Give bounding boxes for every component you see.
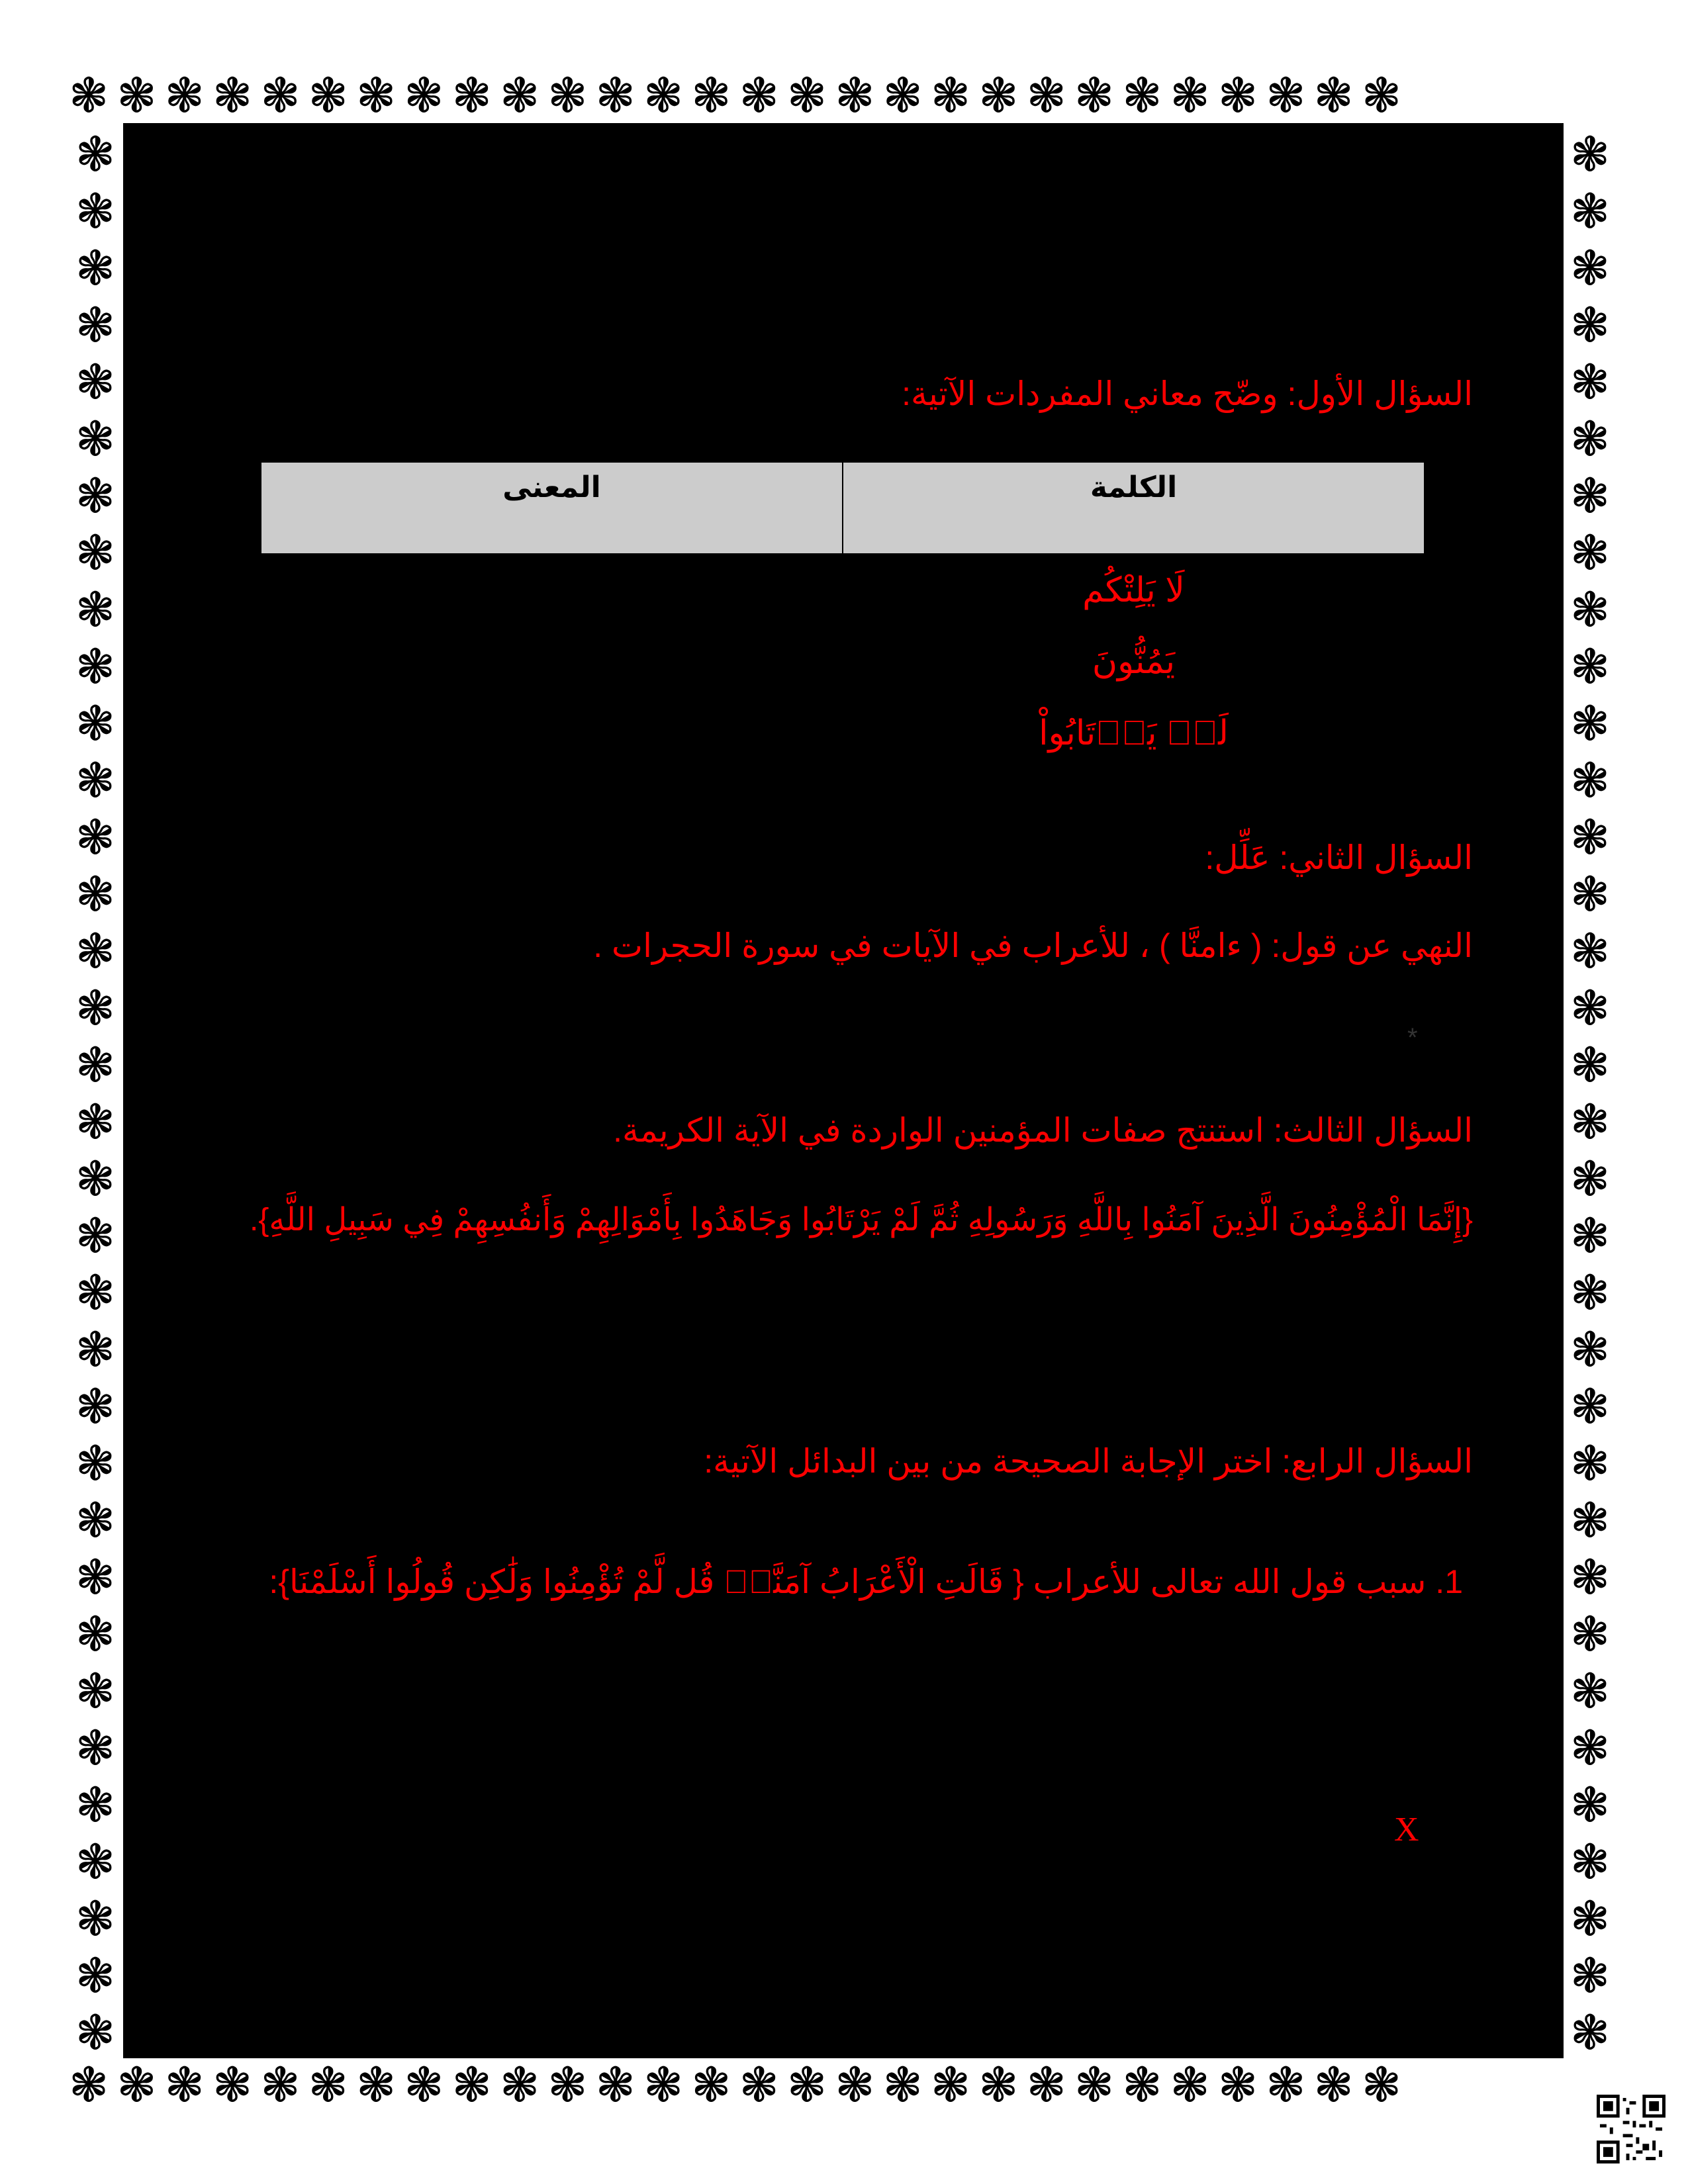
table-cell-word: يَمُنُّونَ bbox=[1092, 643, 1176, 681]
qr-code-icon bbox=[1597, 2095, 1665, 2163]
bottom-flower-border: ❃❃❃❃❃❃❃❃❃❃❃❃❃❃❃❃❃❃❃❃❃❃❃❃❃❃❃❃ bbox=[69, 2058, 1410, 2111]
question-2-text: النهي عن قول: ( ءامنَّا ) ، للأعراب في الآيات في سورة الحجرات . bbox=[593, 927, 1473, 964]
question-3-verse: {إِنَّمَا الْمُؤْمِنُونَ الَّذِينَ آمَنُوا بِاللَّهِ وَرَسُولِهِ ثُمَّ لَمْ يَرْتَابُوا وَجَاهَدُوا بِأَمْوَالِهِمْ وَأَنفُسِهِمْ فِي سَبِيلِ اللَّهِ}. bbox=[250, 1203, 1473, 1238]
table-row bbox=[261, 626, 1425, 698]
question-3-title: السؤال الثالث: استنتج صفات المؤمنين الواردة في الآية الكريمة. bbox=[613, 1112, 1473, 1149]
table-row bbox=[261, 698, 1425, 769]
question-4-title: السؤال الرابع: اختر الإجابة الصحيحة من بين البدائل الآتية: bbox=[704, 1443, 1473, 1480]
x-mark: X bbox=[1394, 1811, 1419, 1848]
question-2-title: السؤال الثاني: عَلِّل: bbox=[1205, 839, 1473, 876]
question-4-item-1: 1. سبب قول الله تعالى للأعراب { قَالَتِ الْأَعْرَابُ آمَنَّاۖ قُل لَّمْ تُؤْمِنُوا وَلَٰكِن قُولُوا أَسْلَمْنَا}: bbox=[269, 1563, 1463, 1600]
star-mark: * bbox=[1407, 1023, 1418, 1052]
table-cell-meaning[interactable] bbox=[261, 554, 843, 626]
question-1-title: السؤال الأول: وضّح معاني المفردات الآتية: bbox=[902, 375, 1473, 412]
top-flower-border: ❃❃❃❃❃❃❃❃❃❃❃❃❃❃❃❃❃❃❃❃❃❃❃❃❃❃❃❃ bbox=[69, 69, 1410, 122]
table-header-meaning: المعنى bbox=[261, 462, 843, 554]
vocabulary-table bbox=[260, 461, 1425, 769]
table-cell-meaning[interactable] bbox=[261, 698, 843, 769]
table-cell-meaning[interactable] bbox=[261, 626, 843, 698]
table-row bbox=[261, 554, 1425, 626]
left-flower-border: ❃❃❃❃❃❃❃❃❃❃❃❃❃❃❃❃❃❃❃❃❃❃❃❃❃❃❃❃❃❃❃❃❃❃ bbox=[75, 126, 116, 2052]
table-header-word: الكلمة bbox=[843, 462, 1425, 554]
table-cell-word: لَمۡ يَرۡتَابُواْ bbox=[1039, 714, 1229, 752]
table-cell-word: لَا يَلِتْكُم bbox=[1082, 571, 1185, 610]
right-flower-border: ❃❃❃❃❃❃❃❃❃❃❃❃❃❃❃❃❃❃❃❃❃❃❃❃❃❃❃❃❃❃❃❃❃❃ bbox=[1570, 126, 1611, 2052]
